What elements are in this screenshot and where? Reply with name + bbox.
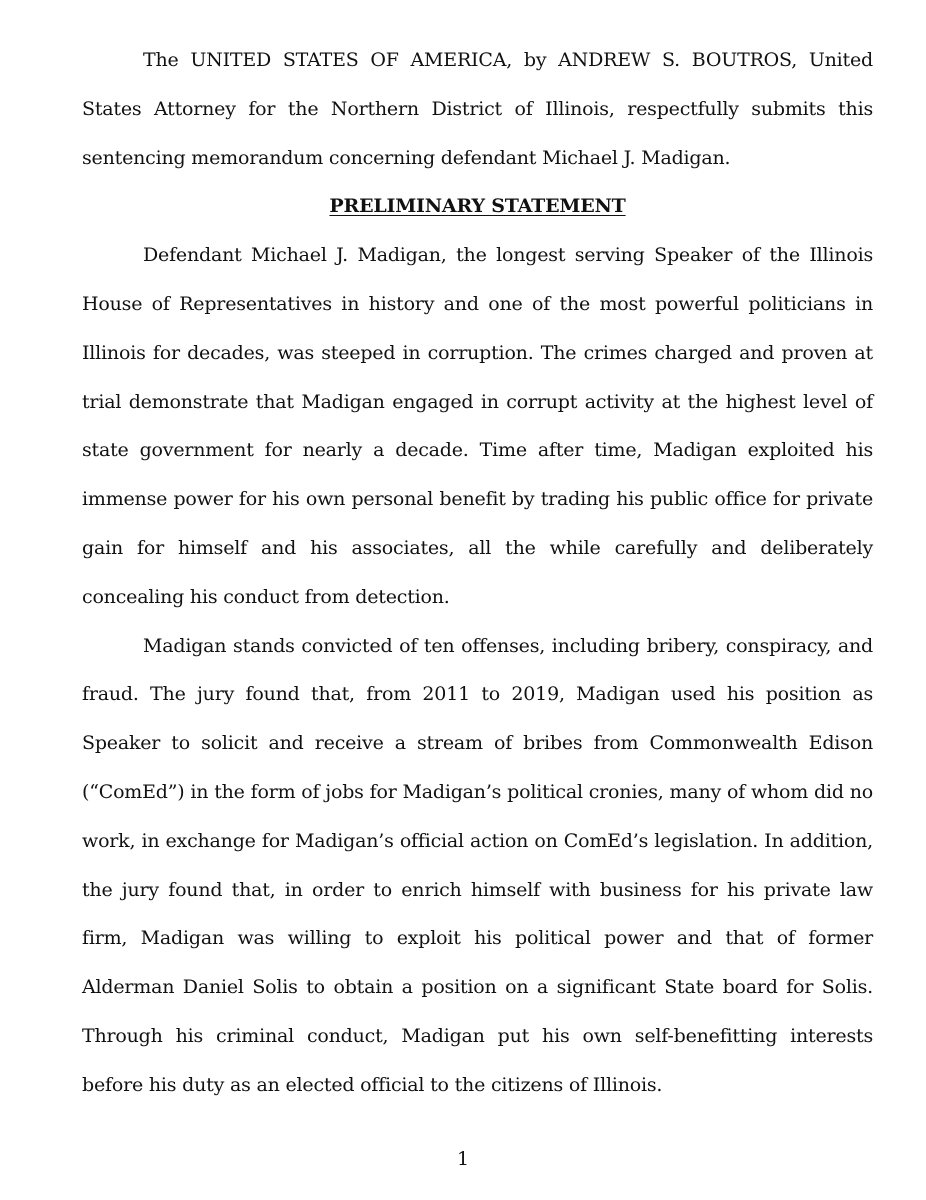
intro-paragraph: The UNITED STATES OF AMERICA, by ANDREW S. BOUTROS, United States Attorney for the Northern District of Illinois, respectfully submits this sentencing memorandum concerning defendant Michael J. Madigan. — [82, 49, 873, 169]
section-heading — [82, 182, 873, 231]
document-page — [82, 36, 873, 1110]
page-number: 1 — [456, 1148, 470, 1170]
paragraph-preliminary-1: Defendant Michael J. Madigan, the longest serving Speaker of the Illinois House of Representatives in history and one of the most powerful politicians in Illinois for decades, was steeped in corruption. The crimes charged and proven at trial demonstrate that Madigan engaged in corrupt activity at the highest level of state government for nearly a decade. Time after time, Madigan exploited his immense power for his own personal benefit by trading his public office for private gain for himself and his associates, all the while carefully and deliberately concealing his conduct from detection. — [82, 244, 873, 608]
section-heading-text: PRELIMINARY STATEMENT — [329, 195, 626, 218]
paragraph-preliminary-2: Madigan stands convicted of ten offenses, including bribery, conspiracy, and fraud. The jury found that, from 2011 to 2019, Madigan used his position as Speaker to solicit and receive a stream of bribes from Commonwealth Edison (“ComEd”) in the form of jobs for Madigan’s political cronies, many of whom did no work, in exchange for Madigan’s official action on ComEd’s legislation. In addition, the jury found that, in order to enrich himself with business for his private law firm, Madigan was willing to exploit his political power and that of former Alderman Daniel Solis to obtain a position on a significant State board for Solis. Through his criminal conduct, Madigan put his own self-benefitting interests before his duty as an elected official to the citizens of Illinois. — [82, 634, 873, 1096]
